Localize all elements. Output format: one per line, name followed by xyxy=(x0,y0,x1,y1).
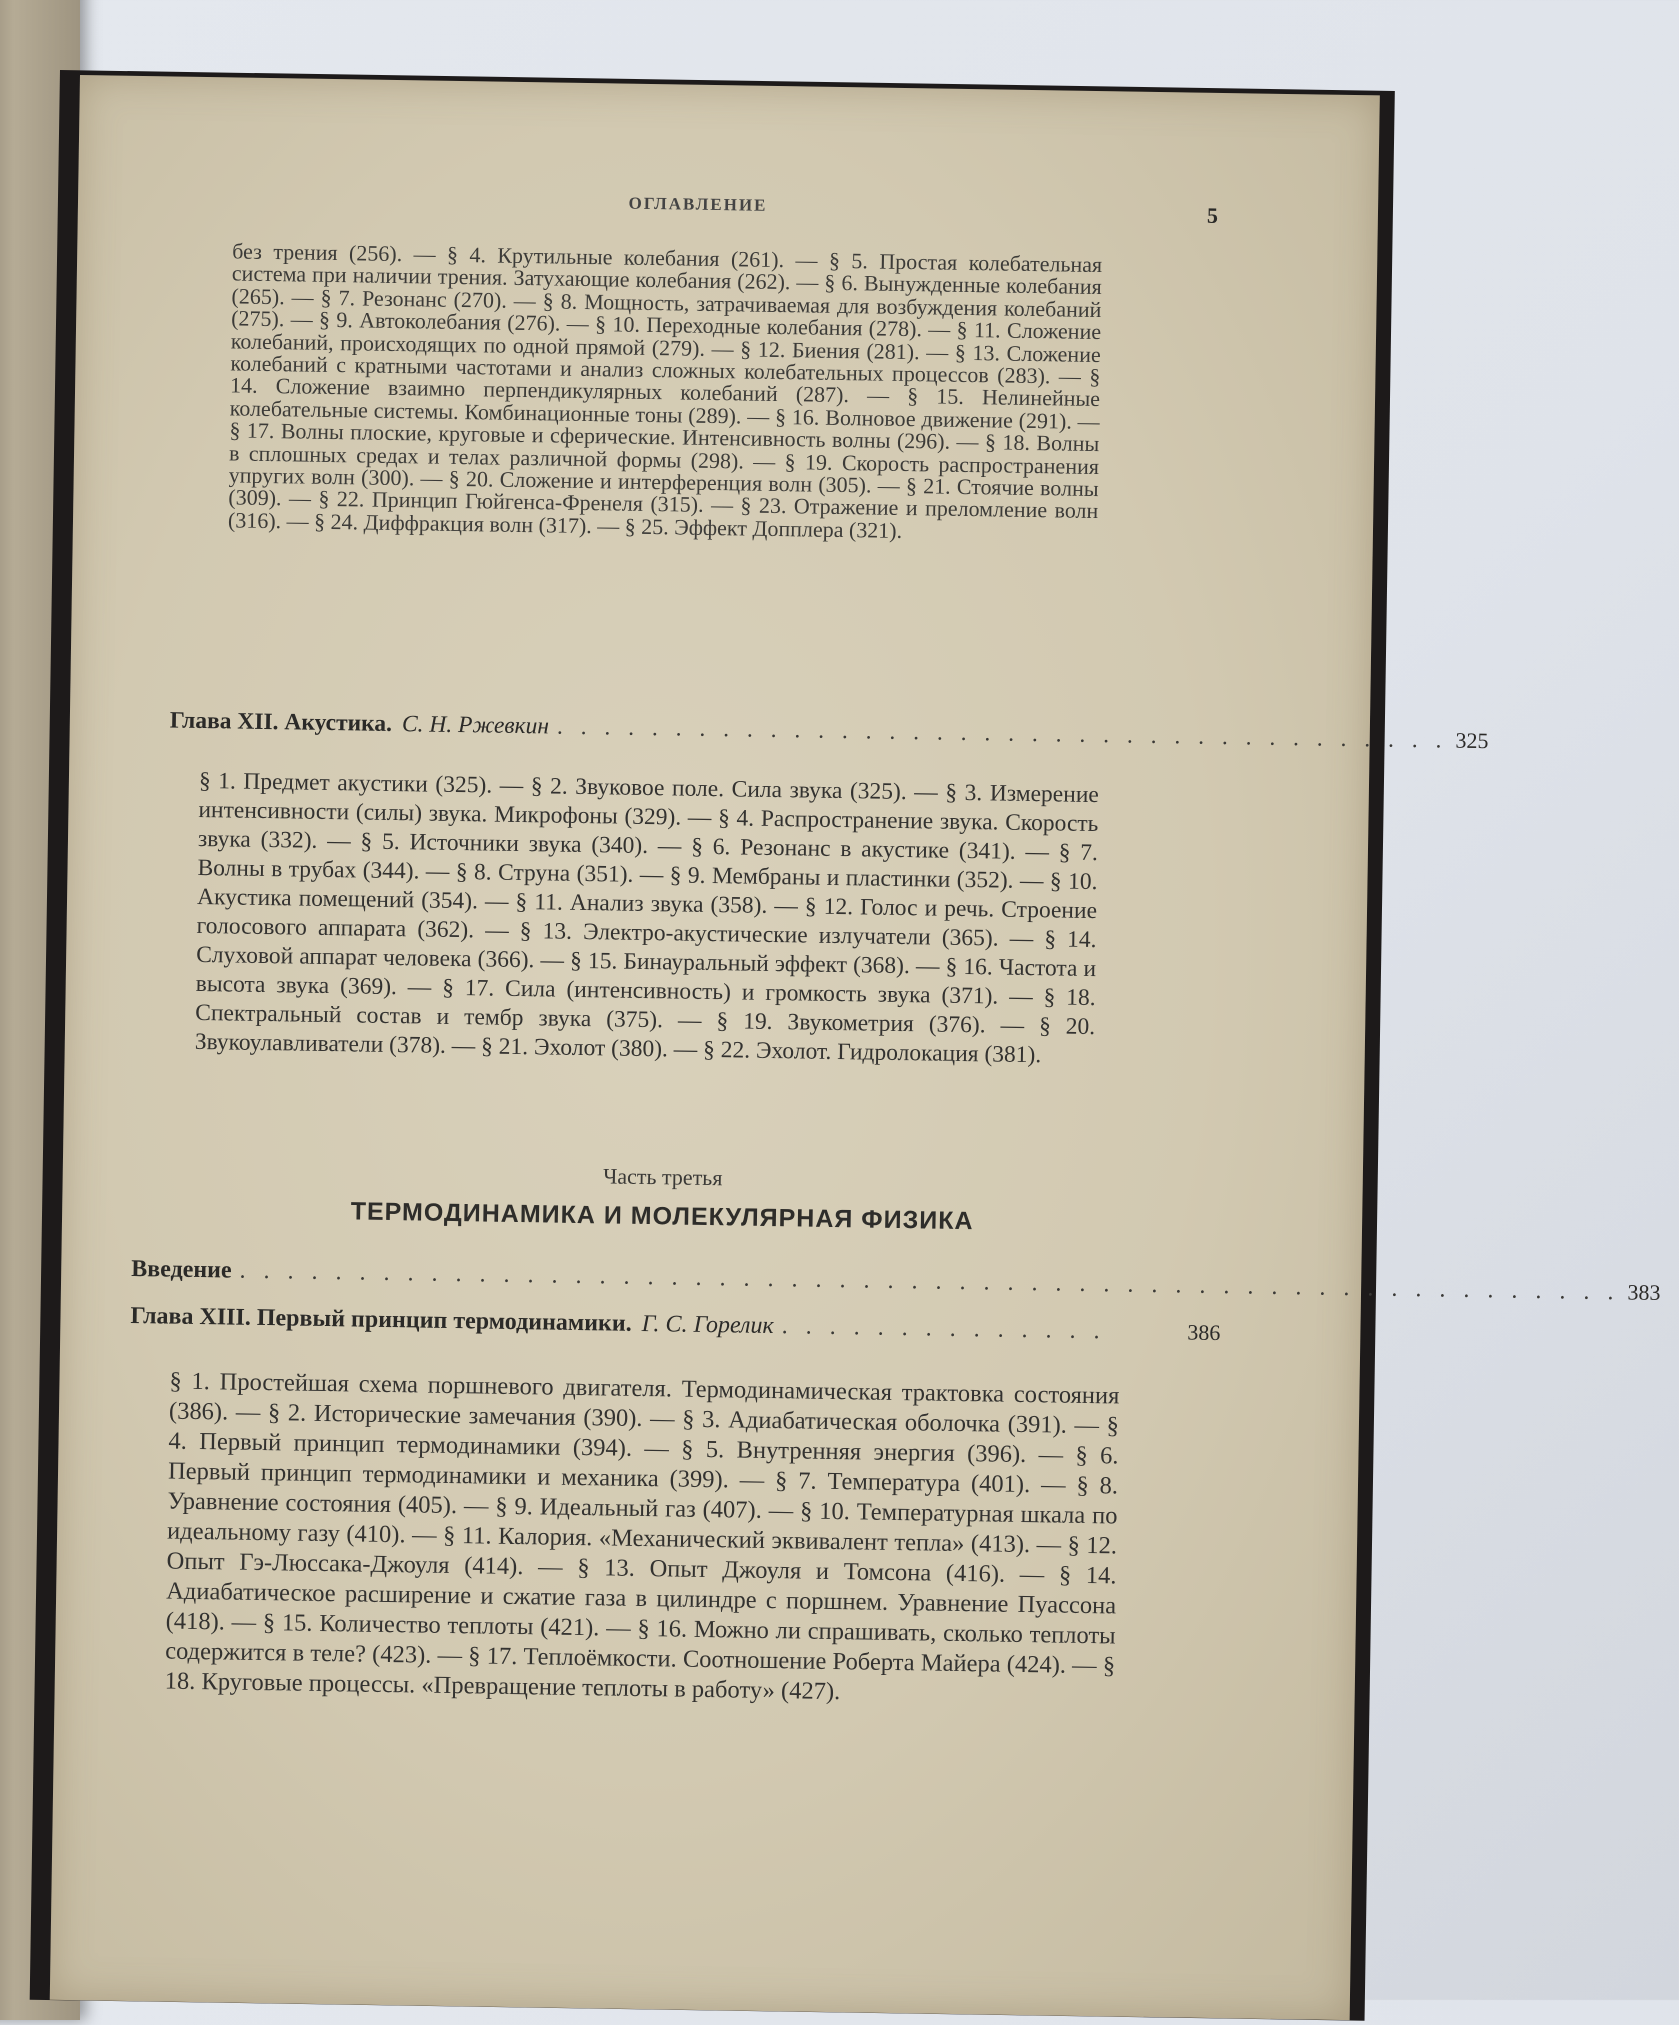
part-title: ТЕРМОДИНАМИКА И МОЛЕКУЛЯРНАЯ ФИЗИКА xyxy=(350,1197,974,1236)
chapter-13-title: Глава XIII. Первый принцип термодинамики. xyxy=(130,1302,632,1337)
chapter-13-author: Г. С. Горелик xyxy=(641,1310,774,1340)
toc-entry-introduction xyxy=(131,1255,1661,1306)
running-head xyxy=(178,187,1219,228)
introduction-page: 383 xyxy=(1627,1279,1661,1305)
leader-dots: . . . . . . . . . . . . . . xyxy=(781,1313,1106,1345)
leader-dots: . . . . . . . . . . . . . . . . . . . . . . . . . . . . . . . . . . . . . . xyxy=(556,713,1448,754)
chapter-12-title: Глава XII. Акустика. xyxy=(169,707,393,737)
chapter-12-page: 325 xyxy=(1455,727,1489,754)
toc-entry-chapter-12 xyxy=(169,707,1489,754)
toc-entry-chapter-13 xyxy=(130,1303,1220,1347)
chapter-12-author: С. Н. Ржевкин xyxy=(401,711,550,740)
chapter-13-page: 386 xyxy=(1187,1319,1221,1346)
introduction-title: Введение xyxy=(131,1255,232,1284)
page-number: 5 xyxy=(1206,202,1219,228)
continued-sections-text: без трения (256). — § 4. Крутильные колебания (261). — § 5. Простая колебательная система при наличии трения. Затухающие колебания (262). — § 6. Вынужденные колебания (265). — § 7. Резонанс (270). — § 8. Мощность, затрачиваемая для возбуждения колебаний (275). — § 9. Автоколебания (276). — § 10. Переходные колебания (278). — § 11. Сложение колебаний, происходящих по одной прямой (279). — § 12. Биения (281). — § 13. Сложение колебаний с кратными частотами и анализ сложных колебательных процессов (283). — § 14. Сложение взаимно перпендикулярных колебаний (287). — § 15. Нелинейные колебательные системы. Комбинационные тоны (289). — § 16. Волновое движение (291). — § 17. Волны плоские, круговые и сферические. Интенсивность волны (296). — § 18. Волны в сплошных средах и телах различной формы (298). — § 19. Скорость распространения упругих волн (300). — § 20. Сложение и интерференция волн (305). — § 21. Стоячие волны (309). — § 22. Принцип Гюйгенса-Френеля (315). — § 23. Отражение и преломление волн (316). — § 24. Диффракция волн (317). — § 25. Эффект Допплера (321). xyxy=(227,238,1103,543)
chapter-12-sections: § 1. Предмет акустики (325). — § 2. Звуковое поле. Сила звука (325). — § 3. Измерение интенсивности (силы) звука. Микрофоны (329). — § 4. Распространение звука. Скорость звука (332). — § 5. Источники звука (340). — § 6. Резонанс в акустике (341). — § 7. Волны в трубах (344). — § 8. Струна (351). — § 9. Мембраны и пластинки (352). — § 10. Акустика помещений (354). — § 11. Анализ звука (358). — § 12. Голос и речь. Строение голосового аппарата (362). — § 13. Электро-акустические излучатели (365). — § 14. Слуховой аппарат человека (366). — § 15. Бинауральный эффект (368). — § 16. Частота и высота звука (369). — § 17. Сила (интенсивность) и громкость звука (371). — § 18. Спектральный состав и тембр звука (375). — § 19. Звукометрия (376). — § 20. Звукоулавливатели (378). — § 21. Эхолот (380). — § 22. Эхолот. Гидролокация (381). xyxy=(194,767,1100,1069)
running-title: ОГЛАВЛЕНИЕ xyxy=(628,193,768,215)
leader-dots: . . . . . . . . . . . . . . . . . . . . . . . . . . . . . . . . . . . . . . . . . . . . . . . . . . . . . . . . . . xyxy=(239,1257,1620,1306)
book-page xyxy=(50,75,1661,2020)
part-label: Часть третья xyxy=(602,1163,723,1191)
chapter-13-sections: § 1. Простейшая схема поршневого двигателя. Термодинамическая трактовка состояния (386). — § 2. Исторические замечания (390). — § 3. Адиабатическая оболочка (391). — § 4. Первый принцип термодинамики (394). — § 5. Внутренняя энергия (396). — § 6. Первый принцип термодинамики и механика (399). — § 7. Температура (401). — § 8. Уравнение состояния (405). — § 9. Идеальный газ (407). — § 10. Температурная шкала по идеальному газу (410). — § 11. Калория. «Механический эквивалент тепла» (413). — § 12. Опыт Гэ-Люссака-Джоуля (414). — § 13. Опыт Джоуля и Томсона (416). — § 14. Адиабатическое расширение и сжатие газа в цилиндре с поршнем. Уравнение Пуассона (418). — § 15. Количество теплоты (421). — § 16. Можно ли спрашивать, сколько теплоты содержится в теле? (423). — § 17. Теплоёмкости. Соотношение Роберта Майера (424). — § 18. Круговые процессы. «Превращение теплоты в работу» (427). xyxy=(164,1367,1120,1706)
